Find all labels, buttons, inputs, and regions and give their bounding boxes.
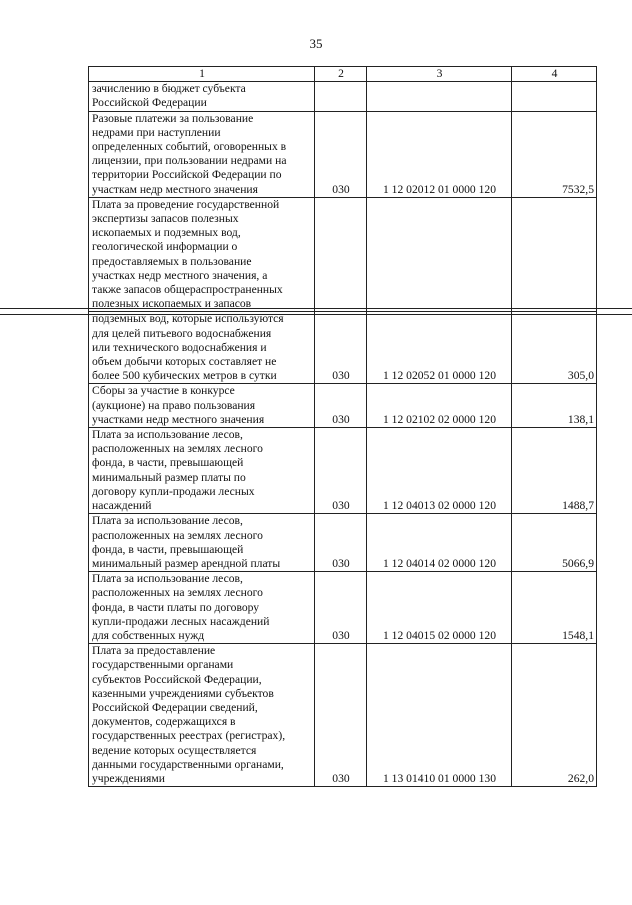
row-admin-code: 030: [315, 644, 367, 787]
row-name: [89, 572, 315, 644]
row-admin-code: 030: [315, 312, 367, 384]
table-row: [89, 111, 597, 197]
row-budget-code: 1 12 04013 02 0000 120: [367, 428, 512, 514]
row-name-text: зачислению в бюджет субъекта Российской Федерации: [92, 82, 246, 110]
row-amount: 138,1: [512, 384, 597, 428]
row-budget-code: [367, 82, 512, 111]
row-name-text: Плата за использование лесов, расположенных на землях лесного фонда, в части платы по договору купли-продажи лесных насаждений для собственных нужд: [92, 572, 270, 642]
row-amount: [512, 197, 597, 312]
table-row: [89, 197, 597, 312]
page-break-rule: [0, 308, 632, 315]
row-name: [89, 111, 315, 197]
row-name: [89, 197, 315, 312]
row-name: [89, 82, 315, 111]
table-row: [89, 312, 597, 384]
row-name-text: подземных вод, которые используются для целей питьевого водоснабжения или технического водоснабжения и объем добычи которых составляет не более 500 кубических метров в сутки: [92, 312, 284, 383]
row-amount: 262,0: [512, 644, 597, 787]
row-budget-code: 1 12 02052 01 0000 120: [367, 312, 512, 384]
column-header-4: 4: [512, 67, 597, 82]
row-admin-code: 030: [315, 514, 367, 572]
row-name-text: Плата за предоставление государственными органами субъектов Российской Федерации, казенными учреждениями субъектов Российской Федерации сведений, документов, содержащихся в государственных реестрах (регистрах), ведение которых осуществляется данными государственными органами, учреждениями: [92, 644, 286, 785]
row-admin-code: 030: [315, 384, 367, 428]
budget-revenue-table: [88, 66, 597, 787]
table-row: [89, 428, 597, 514]
row-name-text: Сборы за участие в конкурсе (аукционе) на право пользования участками недр местного значения: [92, 384, 265, 426]
row-amount: 7532,5: [512, 111, 597, 197]
row-name: [89, 428, 315, 514]
row-name-text: Плата за использование лесов, расположенных на землях лесного фонда, в части, превышающей минимальный размер платы по договору купли-продажи лесных насаждений: [92, 428, 263, 513]
row-budget-code: [367, 197, 512, 312]
table-row: [89, 572, 597, 644]
table-row: [89, 82, 597, 111]
row-name: [89, 384, 315, 428]
table-header-row: [89, 67, 597, 82]
column-header-1: 1: [89, 67, 315, 82]
row-amount: 5066,9: [512, 514, 597, 572]
row-name: [89, 514, 315, 572]
row-admin-code: [315, 197, 367, 312]
row-amount: 1548,1: [512, 572, 597, 644]
table-row: [89, 514, 597, 572]
row-budget-code: 1 12 04014 02 0000 120: [367, 514, 512, 572]
row-admin-code: [315, 82, 367, 111]
row-name: [89, 644, 315, 787]
table-row: [89, 644, 597, 787]
row-amount: 305,0: [512, 312, 597, 384]
row-name-text: Плата за проведение государственной экспертизы запасов полезных ископаемых и подземных вод, геологической информации о предоставляемых в пользование участках недр местного значения, а также запасов общераспространенных полезных ископаемых и запасов: [92, 197, 283, 311]
row-admin-code: 030: [315, 428, 367, 514]
row-amount: 1488,7: [512, 428, 597, 514]
column-header-2: 2: [315, 67, 367, 82]
row-name-text: Разовые платежи за пользование недрами при наступлении определенных событий, оговоренных в лицензии, при пользовании недрами на территории Российской Федерации по участкам недр местного значения: [92, 111, 287, 196]
column-header-3: 3: [367, 67, 512, 82]
row-budget-code: 1 12 04015 02 0000 120: [367, 572, 512, 644]
page-number: 35: [309, 36, 323, 51]
row-budget-code: 1 12 02012 01 0000 120: [367, 111, 512, 197]
row-budget-code: 1 12 02102 02 0000 120: [367, 384, 512, 428]
table-row: [89, 384, 597, 428]
row-admin-code: 030: [315, 111, 367, 197]
row-name-text: Плата за использование лесов, расположенных на землях лесного фонда, в части, превышающей минимальный размер арендной платы: [92, 514, 281, 570]
row-budget-code: 1 13 01410 01 0000 130: [367, 644, 512, 787]
row-admin-code: 030: [315, 572, 367, 644]
row-amount: [512, 82, 597, 111]
row-name: [89, 312, 315, 384]
